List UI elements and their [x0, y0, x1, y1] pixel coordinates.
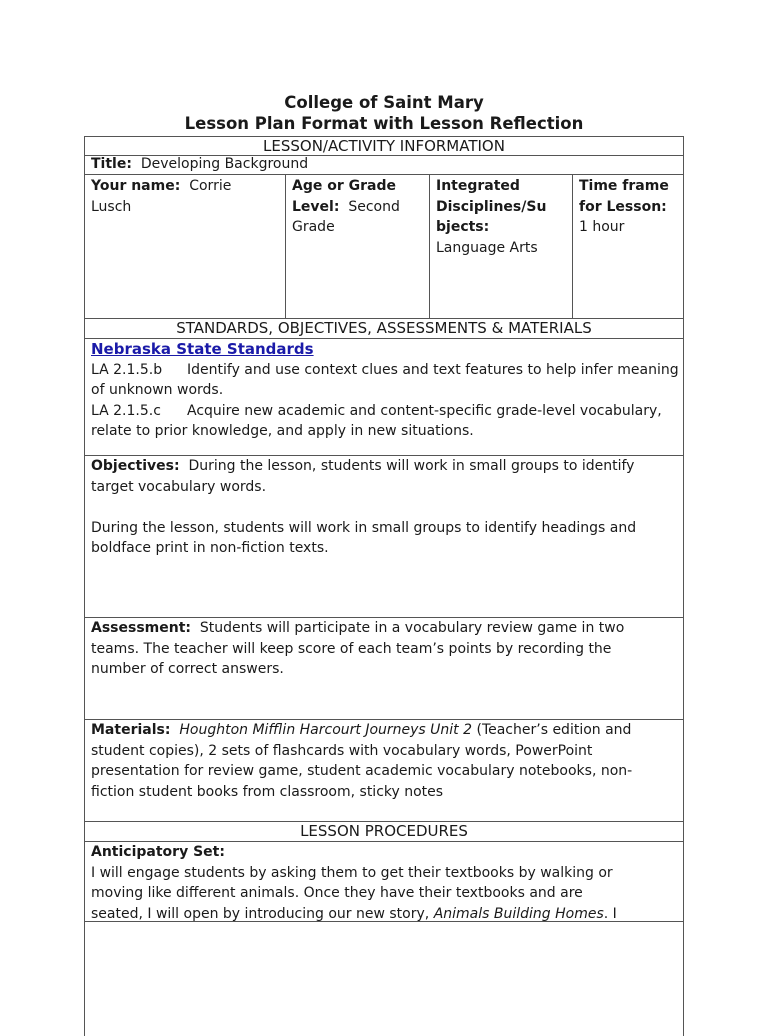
name-cell: [85, 175, 285, 318]
name-value-cont: Lusch: [91, 198, 132, 215]
lesson-plan-table: [84, 136, 684, 1036]
title-label: Title:: [91, 156, 132, 172]
materials-label: Materials:: [91, 722, 171, 738]
objective-text: During the lesson, students will work in small groups to identify headings and: [91, 519, 637, 536]
disciplines-label-3: bjects:: [436, 219, 490, 235]
nebraska-standards-link[interactable]: Nebraska State Standards: [91, 340, 314, 358]
anticipatory-row: [85, 842, 683, 922]
disciplines-label: Integrated: [436, 178, 520, 194]
objective-text-cont: target vocabulary words.: [91, 478, 267, 495]
materials-text-cont: student copies), 2 sets of flashcards with vocabulary words, PowerPoint: [91, 742, 593, 759]
title-value: Developing Background: [140, 156, 309, 172]
standard-code: LA 2.1.5.c: [91, 402, 161, 419]
name-label: Your name:: [91, 178, 181, 194]
grade-cell: [285, 175, 429, 318]
section-standards: STANDARDS, OBJECTIVES, ASSESSMENTS & MATERIALS: [85, 319, 683, 339]
disciplines-label-2: Disciplines/Su: [436, 198, 547, 215]
standard-text: Identify and use context clues and text features to help infer meaning: [187, 361, 679, 378]
assessment-text-cont: number of correct answers.: [91, 661, 284, 677]
anticipatory-text-cont: seated, I will open by introducing our new story,: [91, 905, 430, 922]
materials-text-cont: presentation for review game, student academic vocabulary notebooks, non-: [91, 763, 633, 779]
timeframe-value: 1 hour: [579, 219, 625, 235]
objectives-label: Objectives:: [91, 458, 180, 474]
anticipatory-text-end: . I: [603, 905, 617, 922]
objective-text-cont: boldface print in non-fiction texts.: [91, 540, 329, 556]
anticipatory-text: I will engage students by asking them to get their textbooks by walking or: [91, 864, 613, 881]
grade-value-cont: Grade: [292, 219, 335, 235]
assessment-text: Students will participate in a vocabulary review game in two: [199, 620, 625, 636]
document-subtitle: Lesson Plan Format with Lesson Reflection: [184, 114, 584, 133]
timeframe-cell: [572, 175, 683, 318]
info-row: [85, 175, 683, 319]
objective-text: During the lesson, students will work in small groups to identify: [188, 458, 635, 474]
section-lesson-info: LESSON/ACTIVITY INFORMATION: [85, 137, 683, 156]
grade-label: Age or Grade: [292, 178, 396, 194]
standard-text-cont: of unknown words.: [91, 382, 224, 398]
standard-code: LA 2.1.5.b: [91, 361, 163, 378]
title-row: [85, 156, 683, 175]
story-title: Animals Building Homes: [433, 905, 604, 922]
objectives-row: [85, 456, 683, 618]
assessment-row: [85, 618, 683, 720]
standard-text-cont: relate to prior knowledge, and apply in new situations.: [91, 423, 474, 439]
materials-row: [85, 720, 683, 822]
grade-label-cont: Level:: [292, 198, 340, 215]
timeframe-label-2: for Lesson:: [579, 198, 667, 215]
document-title: College of Saint Mary: [284, 93, 484, 112]
name-value: Corrie: [189, 178, 232, 194]
disciplines-value: Language Arts: [436, 239, 538, 256]
timeframe-label: Time frame: [579, 178, 669, 194]
disciplines-cell: [429, 175, 572, 318]
materials-text: (Teacher’s edition and: [476, 722, 632, 738]
materials-book: Houghton Mifflin Harcourt Journeys Unit 2: [179, 722, 473, 738]
standard-text: Acquire new academic and content-specific grade-level vocabulary,: [187, 402, 662, 419]
standards-row: [85, 339, 683, 456]
assessment-label: Assessment:: [91, 620, 192, 636]
grade-value: Second: [348, 198, 400, 215]
anticipatory-text-cont: moving like different animals. Once they have their textbooks and are: [91, 885, 583, 901]
anticipatory-label: Anticipatory Set:: [91, 844, 225, 860]
assessment-text-cont: teams. The teacher will keep score of each team’s points by recording the: [91, 640, 612, 657]
materials-text-cont: fiction student books from classroom, sticky notes: [91, 783, 444, 800]
section-procedures: LESSON PROCEDURES: [85, 822, 683, 842]
